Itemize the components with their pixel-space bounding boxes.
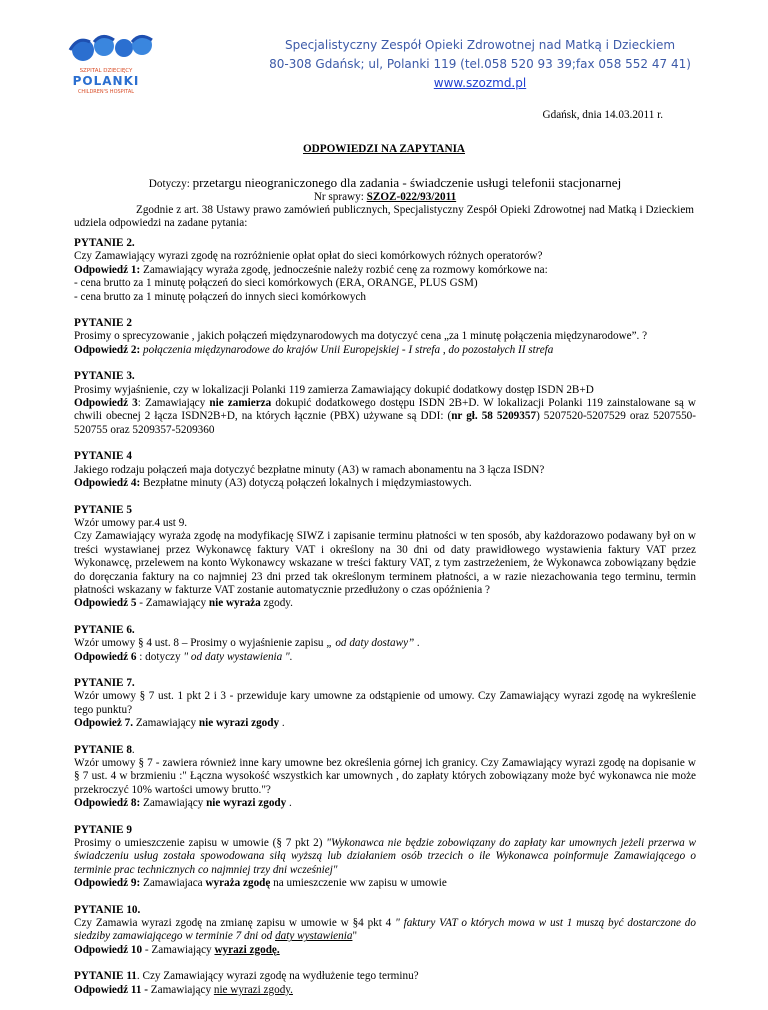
answer-label: Odpowiedź 6	[74, 650, 137, 663]
answer-emphasis: nr gł. 58 5209357	[451, 410, 537, 423]
question-text: Prosimy o sprecyzowanie , jakich połączeń międzynarodowych ma dotyczyć cena „za 1 minutę połączenia międzynarodowe”. ?	[74, 330, 648, 343]
answer-label: Odpowiedź 3	[74, 397, 138, 410]
question-text: Wzór umowy § 7 - zawiera również inne kary umowne bez określenia górnej ich granicy. Czy Zamawiający wyrazi zgodę na dopisanie w § 7 ust. 4 w brzmieniu :" Łączna wysokość wszystkich kar umownych , do zapłaty których zobowiązany może być wykonawca nie może przekroczyć 10% wartości umowy brutto."?	[74, 757, 696, 796]
qa-item-6	[74, 624, 696, 664]
website-link[interactable]: www.szozmd.pl	[433, 76, 527, 90]
subject-line	[60, 176, 710, 191]
answer-text: dokupić dodatkowego dostępu ISDN 2B+D. W lokalizacji Polanki 119 zainstalowane są w chwili obecnej 2 łącza ISDN2B+D, na których łącznie (PBX) używane są DDI: (	[74, 397, 696, 423]
document-title: ODPOWIEDZI NA ZAPYTANIA	[302, 143, 466, 155]
question-text: Prosimy wyjaśnienie, czy w lokalizacji Polanki 119 zamierza Zamawiający dokupić dodatkowy dostęp ISDN 2B+D	[74, 383, 594, 396]
hospital-logo	[60, 28, 190, 98]
qa-item-8	[74, 744, 696, 811]
question-quote: " faktury VAT o których mowa w ust 1 muszą być dostarczone do siedziby zamawiającego w terminie 7 dni od	[74, 917, 696, 943]
subject-prefix: Dotyczy:	[148, 178, 193, 190]
answer-text: - Zamawiający	[142, 943, 215, 956]
question-text: Prosimy o umieszczenie zapisu w umowie (§ 7 pkt 2)	[74, 837, 327, 850]
answer-line: - cena brutto za 1 minutę połączeń do sieci komórkowych (ERA, ORANGE, PLUS GSM)	[74, 277, 478, 290]
question-quote-end: "	[352, 930, 358, 943]
letterhead	[60, 28, 720, 98]
qa-item-3	[74, 370, 696, 437]
question-quote: "Wykonawca nie będzie zobowiązany do zapłaty kar umownych jeżeli przerwa w świadczeniu usług została spowodowana siłą wyższą lub działaniem osób trzecich o ile Wykonawca poinformuje Zamawiającego o terminie prac technicznych co najmniej trzy dni wcześniej"	[74, 837, 696, 876]
qa-item-1	[74, 237, 696, 304]
question-title-tail: .	[131, 743, 135, 756]
subject-text: przetargu nieograniczonego dla zadania - świadczenie usługi telefonii stacjonarnej	[192, 175, 622, 190]
answer-text: : Zamawiający	[137, 397, 210, 410]
question-text: Wzór umowy § 7 ust. 1 pkt 2 i 3 - przewiduje kary umowne za odstąpienie od umowy. Czy Zamawiający wyrazi zgodę na wykreślenie tego punktu?	[74, 690, 696, 716]
question-title: PYTANIE 11	[74, 970, 137, 983]
case-number-label: Nr sprawy:	[313, 191, 367, 203]
answer-text: .	[279, 717, 285, 730]
qa-item-11	[74, 970, 696, 997]
answer-text: ) 5207520-5207529 oraz 5207550-520755 oraz 5209357-5209360	[74, 410, 696, 436]
answer-emphasis: nie wyrazi zgody	[206, 797, 287, 810]
question-title: PYTANIE 3.	[74, 370, 135, 383]
answer-text: Zamawiajaca	[140, 877, 206, 890]
question-title: PYTANIE 5	[74, 503, 132, 516]
logo-line-3: CHILDREN'S HOSPITAL	[77, 89, 135, 95]
question-title: PYTANIE 8	[74, 743, 132, 756]
logo-line-1: SZPITAL DZIECIĘCY	[79, 68, 133, 74]
intro-paragraph: Zgodnie z art. 38 Ustawy prawo zamówień publicznych, Specjalistyczny Zespół Opieki Zdrowotnej nad Matką i Dzieckiem udziela odpowiedzi na zadane pytania:	[74, 204, 694, 230]
qa-item-5	[74, 504, 696, 611]
question-title: PYTANIE 2.	[74, 237, 135, 249]
question-text: Czy Zamawiający wyraża zgodę na modyfikację SIWZ i zapisanie terminu płatności w ten sposób, aby każdorazowo podawany był on w treści wystawianej przez Wykonawcę faktury VAT i określony na 30 dni od daty prawidłowego wystawienia faktury VAT przez Wykonawcę, przelewem na konto Wykonawcy wskazane w treści faktury VAT, z tym zastrzeżeniem, że Wykonawca zobowiązany będzie do doręczania faktury na co najmniej 23 dni przed tak określonym terminem płatności, a w razie niezachowania tego terminu, termin płatności wskazany w fakturze VAT zostanie automatycznie przedłużony o czas opóźnienia ?	[74, 530, 696, 596]
document-date: Gdańsk, dnia 14.03.2011 r.	[542, 109, 663, 121]
answer-label: Odpowiedź 2:	[74, 343, 143, 356]
answer-text: .	[286, 797, 292, 810]
answer-text: Zamawiający wyraża zgodę, jednocześnie należy rozbić cenę za rozmowy komórkowe na:	[143, 263, 548, 276]
answer-line: - cena brutto za 1 minutę połączeń do innych sieci komórkowych	[74, 290, 367, 303]
answer-text: : dotyczy	[136, 650, 184, 663]
answer-quote: " od daty wystawienia ".	[183, 650, 293, 663]
institution-address: 80-308 Gdańsk; ul, Polanki 119 (tel.058 520 93 39;fax 058 552 47 41)	[269, 57, 691, 71]
qa-item-10	[74, 904, 696, 958]
answer-text: Zamawiający	[140, 797, 207, 810]
answer-text: Bezpłatne minuty (A3) dotyczą połączeń lokalnych i międzymiastowych.	[143, 477, 472, 490]
answer-emphasis: wyraża zgodę	[205, 877, 271, 890]
question-quote: „ od daty dostawy” .	[326, 637, 420, 650]
question-text: . Czy Zamawiający wyrazi zgodę na wydłużenie tego terminu?	[136, 970, 419, 983]
qa-item-2	[74, 317, 696, 357]
question-reference: Wzór umowy par.4 ust 9.	[74, 516, 188, 529]
answer-emphasis: nie wyrazi zgody.	[213, 983, 293, 996]
question-title: PYTANIE 7.	[74, 676, 135, 689]
answer-text: połączenia międzynarodowe do krajów Unii Europejskiej - I strefa , do pozostałych II strefa	[143, 343, 554, 356]
answer-label: Odpowiedź 10	[74, 943, 143, 956]
question-title: PYTANIE 6.	[74, 623, 135, 636]
question-text: Jakiego rodzaju połączeń maja dotyczyć bezpłatne minuty (A3) w ramach abonamentu na 3 łącza ISDN?	[74, 463, 545, 476]
question-text: Wzór umowy § 4 ust. 8 – Prosimy o wyjaśnienie zapisu	[74, 637, 327, 650]
case-number-value: SZOZ-022/93/2011	[366, 191, 457, 203]
question-text: Czy Zamawia wyrazi zgodę na zmianę zapisu w umowie w §4 pkt 4	[74, 917, 396, 930]
qa-item-4	[74, 450, 696, 490]
answer-emphasis: nie wyrazi zgody	[198, 717, 280, 730]
question-title: PYTANIE 2	[74, 317, 132, 330]
answer-label: Odpowiedź 4:	[74, 477, 143, 490]
logo-line-2: POLANKI	[72, 74, 140, 88]
qa-item-7	[74, 677, 696, 731]
question-title: PYTANIE 9	[74, 823, 132, 836]
question-text: Czy Zamawiający wyrazi zgodę na rozróżnienie opłat opłat do sieci komórkowych różnych operatorów?	[74, 250, 543, 263]
institution-name: Specjalistyczny Zespół Opieki Zdrowotnej nad Matką i Dzieckiem	[284, 38, 676, 52]
letterhead-text	[200, 36, 760, 93]
answer-text: na umieszczenie ww zapisu w umowie	[270, 877, 447, 890]
answer-text: - Zamawiający	[136, 597, 209, 610]
answer-emphasis: wyrazi zgodę.	[214, 943, 280, 956]
case-number	[60, 191, 710, 203]
question-quote-underlined: daty wystawienia	[275, 930, 353, 943]
question-title: PYTANIE 4	[74, 450, 132, 463]
answer-label: Odpowiedź 5	[74, 597, 137, 610]
answer-label: Odpowiedź 8:	[74, 797, 141, 810]
answer-label: Odpowież 7.	[74, 717, 134, 730]
answer-label: Odpowiedź 1:	[74, 263, 143, 276]
answer-emphasis: nie zamierza	[209, 397, 272, 410]
answer-text: Zamawiający	[147, 983, 214, 996]
question-title: PYTANIE 10.	[74, 903, 141, 916]
answer-label: Odpowiedź 11 -	[74, 983, 148, 996]
answer-label: Odpowiedź 9:	[74, 877, 141, 890]
answer-text: Zamawiający	[133, 717, 199, 730]
qa-item-9	[74, 824, 696, 891]
answer-text: zgody.	[260, 597, 293, 610]
answer-emphasis: nie wyraża	[208, 597, 261, 610]
qa-list	[74, 237, 696, 1010]
